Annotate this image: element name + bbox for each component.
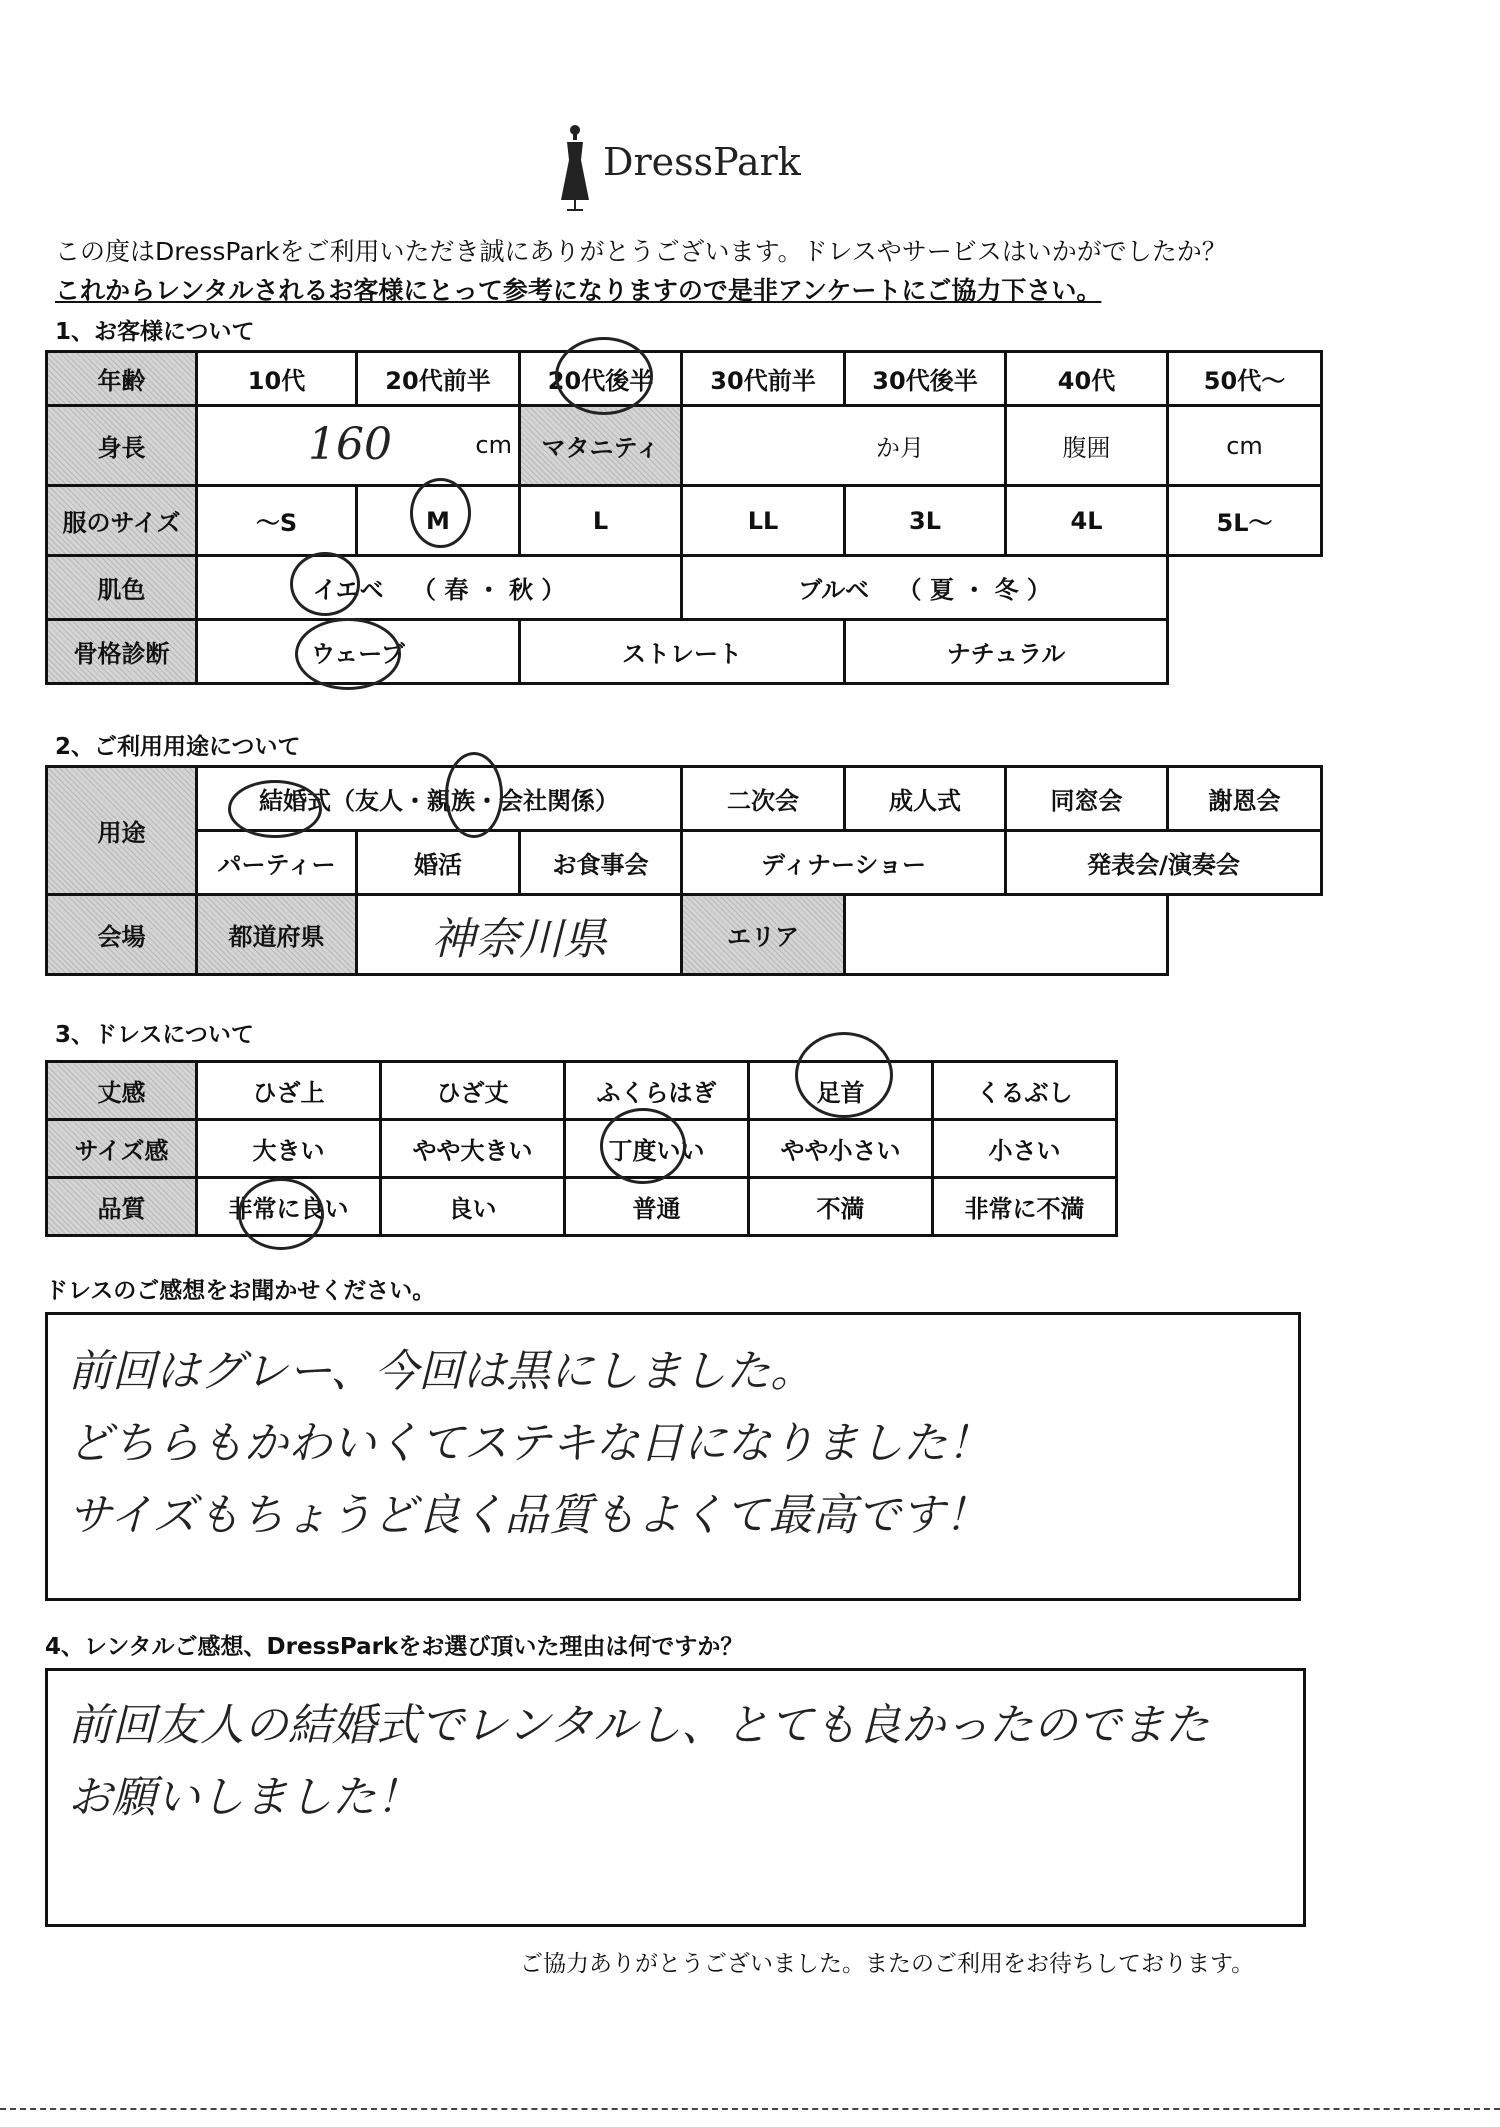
empty-cell bbox=[1168, 620, 1322, 684]
skeleton-option[interactable]: ナチュラル bbox=[845, 620, 1168, 684]
dress-icon bbox=[555, 122, 595, 212]
skin-yellow-label: イエベ bbox=[312, 576, 384, 604]
selection-circle bbox=[600, 1108, 686, 1184]
wedding-company: 会社関係 bbox=[499, 787, 595, 815]
purpose-option[interactable]: 同窓会 bbox=[1006, 767, 1168, 831]
reason-box[interactable] bbox=[45, 1668, 1306, 1927]
purpose-label: 用途 bbox=[47, 767, 197, 895]
skin-blue[interactable] bbox=[682, 556, 1168, 620]
reason-line: お願いしました！ bbox=[68, 1772, 420, 1823]
fit-option[interactable]: 大きい bbox=[197, 1120, 381, 1178]
purpose-option[interactable]: 謝恩会 bbox=[1168, 767, 1322, 831]
area-field[interactable] bbox=[845, 895, 1168, 975]
dot: ・ bbox=[403, 787, 427, 815]
size-option[interactable]: 〜S bbox=[197, 486, 357, 556]
purpose-option[interactable]: 二次会 bbox=[682, 767, 845, 831]
section-1-title: 1、お客様について bbox=[55, 319, 255, 345]
impressions-line: サイズもちょうど良く品質もよくて最高です！ bbox=[68, 1490, 989, 1541]
impressions-line: どちらもかわいくてステキな日になりました！ bbox=[68, 1418, 992, 1469]
size-option[interactable]: LL bbox=[682, 486, 845, 556]
fit-option[interactable]: やや大きい bbox=[381, 1120, 565, 1178]
size-option[interactable]: L bbox=[520, 486, 682, 556]
logo-text: DressPark bbox=[603, 140, 801, 184]
size-label: 服のサイズ bbox=[47, 486, 197, 556]
dot: ・ bbox=[475, 787, 499, 815]
length-option[interactable]: ひざ丈 bbox=[381, 1062, 565, 1120]
skin-yellow[interactable] bbox=[197, 556, 682, 620]
selection-circle bbox=[445, 752, 503, 838]
selection-circle bbox=[555, 337, 653, 415]
quality-option-selected[interactable]: 非常に良い bbox=[197, 1178, 381, 1236]
age-option[interactable]: 50代〜 bbox=[1168, 352, 1322, 406]
skin-yellow-seasons: （ 春 ・ 秋 ） bbox=[411, 576, 566, 604]
age-option[interactable]: 40代 bbox=[1006, 352, 1168, 406]
thanks-message: ご協力ありがとうございました。またのご利用をお待ちしております。 bbox=[520, 1951, 1255, 1977]
age-option[interactable]: 10代 bbox=[197, 352, 357, 406]
length-option-selected[interactable]: 足首 bbox=[749, 1062, 933, 1120]
purpose-option[interactable]: パーティー bbox=[197, 831, 357, 895]
age-option-selected[interactable]: 20代後半 bbox=[520, 352, 682, 406]
selection-circle bbox=[238, 1178, 324, 1250]
selection-circle bbox=[795, 1032, 893, 1118]
empty-cell bbox=[1168, 556, 1322, 620]
skin-label: 肌色 bbox=[47, 556, 197, 620]
section-4-title: 4、レンタルご感想、DressParkをお選び頂いた理由は何ですか？ bbox=[45, 1634, 744, 1660]
fit-label: サイズ感 bbox=[47, 1120, 197, 1178]
customer-table bbox=[45, 350, 1323, 685]
area-label: エリア bbox=[682, 895, 845, 975]
prefecture-field[interactable] bbox=[357, 895, 682, 975]
selection-circle bbox=[228, 780, 322, 838]
length-option[interactable]: ひざ上 bbox=[197, 1062, 381, 1120]
impressions-line: 前回はグレー、今回は黒にしました。 bbox=[68, 1346, 815, 1397]
skeleton-label: 骨格診断 bbox=[47, 620, 197, 684]
height-unit: cm bbox=[475, 431, 512, 459]
skin-blue-seasons: （ 夏 ・ 冬 ） bbox=[897, 576, 1051, 604]
skeleton-option-selected[interactable]: ウェーブ bbox=[197, 620, 520, 684]
section-2-title: 2、ご利用用途について bbox=[55, 734, 301, 760]
purpose-option[interactable]: お食事会 bbox=[520, 831, 682, 895]
waist-label: 腹囲 bbox=[1006, 406, 1168, 486]
selection-circle bbox=[295, 618, 401, 690]
age-label: 年齢 bbox=[47, 352, 197, 406]
impressions-box[interactable] bbox=[45, 1312, 1301, 1601]
maternity-months[interactable]: か月 bbox=[682, 406, 1006, 486]
fit-option-selected[interactable]: 丁度いい bbox=[565, 1120, 749, 1178]
size-option[interactable]: 4L bbox=[1006, 486, 1168, 556]
waist-unit[interactable]: cm bbox=[1168, 406, 1322, 486]
quality-option[interactable]: 非常に不満 bbox=[933, 1178, 1117, 1236]
size-option[interactable]: 3L bbox=[845, 486, 1006, 556]
skeleton-option[interactable]: ストレート bbox=[520, 620, 845, 684]
wedding-main: 結婚式 bbox=[259, 787, 331, 815]
age-option[interactable]: 30代前半 bbox=[682, 352, 845, 406]
intro-line-1: この度はDressParkをご利用いただき誠にありがとうございます。ドレスやサービスはいかがでしたか？ bbox=[55, 237, 1227, 266]
impressions-label: ドレスのご感想をお聞かせください。 bbox=[45, 1278, 436, 1304]
dress-table bbox=[45, 1060, 1118, 1237]
scan-edge bbox=[0, 2108, 1500, 2112]
wedding-relative: 親族 bbox=[427, 787, 475, 815]
length-option[interactable]: ふくらはぎ bbox=[565, 1062, 749, 1120]
prefecture-label: 都道府県 bbox=[197, 895, 357, 975]
purpose-option[interactable]: ディナーショー bbox=[682, 831, 1006, 895]
reason-line: 前回友人の結婚式でレンタルし、とても良かったのでまた bbox=[68, 1700, 1210, 1751]
quality-label: 品質 bbox=[47, 1178, 197, 1236]
wedding-friend: 友人 bbox=[355, 787, 403, 815]
purpose-option[interactable]: 発表会/演奏会 bbox=[1006, 831, 1322, 895]
empty-cell bbox=[1168, 895, 1322, 975]
age-option[interactable]: 20代前半 bbox=[357, 352, 520, 406]
fit-option[interactable]: やや小さい bbox=[749, 1120, 933, 1178]
maternity-label: マタニティ bbox=[520, 406, 682, 486]
height-label: 身長 bbox=[47, 406, 197, 486]
fit-option[interactable]: 小さい bbox=[933, 1120, 1117, 1178]
quality-option[interactable]: 不満 bbox=[749, 1178, 933, 1236]
intro-line-2: これからレンタルされるお客様にとって参考になりますので是非アンケートにご協力下さい。 bbox=[55, 276, 1102, 305]
height-value: 160 bbox=[308, 419, 392, 470]
prefecture-value: 神奈川県 bbox=[431, 913, 607, 965]
length-option[interactable]: くるぶし bbox=[933, 1062, 1117, 1120]
height-field[interactable] bbox=[197, 406, 520, 486]
section-3-title: 3、ドレスについて bbox=[55, 1022, 254, 1048]
size-option[interactable]: 5L〜 bbox=[1168, 486, 1322, 556]
selection-circle bbox=[290, 552, 360, 616]
dresspark-logo bbox=[555, 122, 815, 212]
purpose-option[interactable]: 婚活 bbox=[357, 831, 520, 895]
skin-blue-label: ブルベ bbox=[798, 576, 870, 604]
selection-circle bbox=[410, 478, 471, 548]
paren: ） bbox=[595, 787, 619, 815]
length-label: 丈感 bbox=[47, 1062, 197, 1120]
size-option-selected[interactable]: M bbox=[357, 486, 520, 556]
purpose-option[interactable]: 成人式 bbox=[845, 767, 1006, 831]
quality-option[interactable]: 普通 bbox=[565, 1178, 749, 1236]
paren: （ bbox=[331, 787, 355, 815]
quality-option[interactable]: 良い bbox=[381, 1178, 565, 1236]
venue-label: 会場 bbox=[47, 895, 197, 975]
age-option[interactable]: 30代後半 bbox=[845, 352, 1006, 406]
